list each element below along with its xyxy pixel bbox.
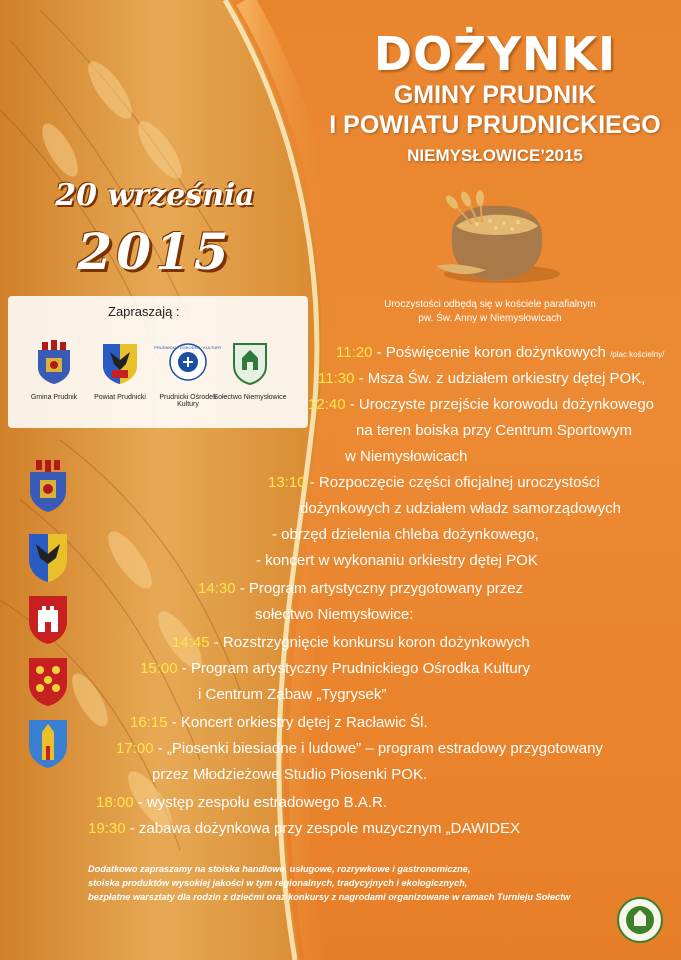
footer-line2: stoiska produktów wysokiej jakości w tym regionalnych, tradycyjnych i ekologicznych, [88,878,468,888]
schedule-text: - koncert w wykonaniu orkiestry dętej POK [256,552,538,569]
schedule-text: przez Młodzieżowe Studio Piosenki POK. [152,766,428,783]
schedule-text: - Msza Św. z udziałem orkiestry dętej POK, [354,370,646,387]
church-note-line2: pw. Św. Anny w Niemysłowicach [418,313,562,324]
partners-label: Zapraszają : [108,304,180,319]
partner-name: Sołectwo Niemysłowice [213,394,287,401]
poster-subtitle-line2: GMINY PRUDNIK [393,81,597,109]
footer-line1: Dodatkowo zapraszamy na stoiska handlowe, usługowe, rozrywkowe i gastronomiczne, [88,864,471,874]
schedule-text: - Program artystyczny przygotowany przez [235,580,524,597]
footer-line3: bezpłatne warsztaty dla rodzin z dziećmi oraz konkursy z nagrodami organizowane w ramach Turnieju Sołectw [88,892,571,902]
church-note-line1: Uroczystości odbędą się w kościele parafialnym [384,299,596,310]
schedule-item [96,794,387,811]
schedule-item [116,740,603,757]
schedule-time: 16:15 [130,714,168,731]
schedule-text: dożynkowych z udziałem władz samorządowych [300,500,621,517]
schedule-time: 11:30 [318,370,355,387]
schedule-time: 17:00 [116,740,154,757]
poster-subtitle-line3: I POWIATU PRUDNICKIEGO [329,111,661,139]
schedule-text: - Rozpoczęcie części oficjalnej uroczystości [305,474,600,491]
schedule-item [268,474,600,491]
partner-name: Powiat Prudnicki [94,394,146,401]
schedule-time: 19:30 [88,820,126,837]
schedule-item [255,606,413,623]
schedule-item [356,422,632,439]
schedule-text: - obrzęd dzielenia chleba dożynkowego, [272,526,539,543]
schedule-note: /plac kościelny/ [610,350,665,359]
schedule-time: 15:00 [140,660,178,677]
schedule-item [198,686,386,703]
turniej-solectw-badge-icon [616,896,664,944]
schedule-text: - Uroczyste przejście korowodu dożynkowego [345,396,655,413]
schedule-item [152,766,427,783]
schedule-item [272,526,539,543]
schedule-time: 13:10 [268,474,306,491]
poster-place: NIEMYSŁOWICE’2015 [407,146,583,165]
schedule-time: 18:00 [96,794,134,811]
schedule-item [318,370,645,387]
schedule-time: 14:45 [172,634,210,651]
partner-name: Gmina Prudnik [30,394,78,401]
grain-sack-icon [432,196,562,286]
schedule-item [300,500,621,517]
schedule-text: sołectwo Niemysłowice: [255,606,414,623]
footer-note [88,862,608,904]
schedule-text: na teren boiska przy Centrum Sportowym [356,422,632,439]
schedule-text: - zabawa dożynkowa przy zespole muzycznym „DAWIDEX [125,820,521,837]
schedule-time: 11:20 [336,344,373,361]
svg-text:PRUDNICKI · OŚRODEK · KULTURY: PRUDNICKI · OŚRODEK · KULTURY [154,345,222,350]
schedule-text: - Rozstrzygnięcie konkursu koron dożynkowych [209,634,530,651]
schedule-item [140,660,530,677]
schedule-item [336,344,664,361]
schedule-time: 14:30 [198,580,236,597]
event-date-year: 2015 [77,222,233,281]
schedule-item [198,580,523,597]
schedule-item [88,820,520,837]
schedule-text: - „Piosenki biesiadne i ludowe” – program estradowy przygotowany [153,740,603,757]
poster-title: DOŻYNKI [373,27,617,81]
schedule-item [345,448,468,465]
schedule-item [172,634,530,651]
schedule-text: - występ zespołu estradowego B.A.R. [133,794,388,811]
church-note [360,298,620,326]
title-block [320,28,670,168]
schedule-time: 12:40 [308,396,346,413]
schedule-text: i Centrum Zabaw „Tygrysek” [198,686,387,703]
schedule-text: w Niemysłowicach [345,448,468,465]
event-date-day: 20 września [55,178,255,213]
schedule-text: - Program artystyczny Prudnickiego Ośrodka Kultury [177,660,531,677]
schedule-item [308,396,654,413]
schedule-text: - Koncert orkiestry dętej z Racławic Śl. [167,714,428,731]
schedule-item [256,552,538,569]
schedule-item [130,714,428,731]
event-schedule [0,344,681,844]
schedule-text: - Poświęcenie koron dożynkowych [372,344,611,361]
partner-name: Prudnicki Ośrodek Kultury [159,394,217,408]
